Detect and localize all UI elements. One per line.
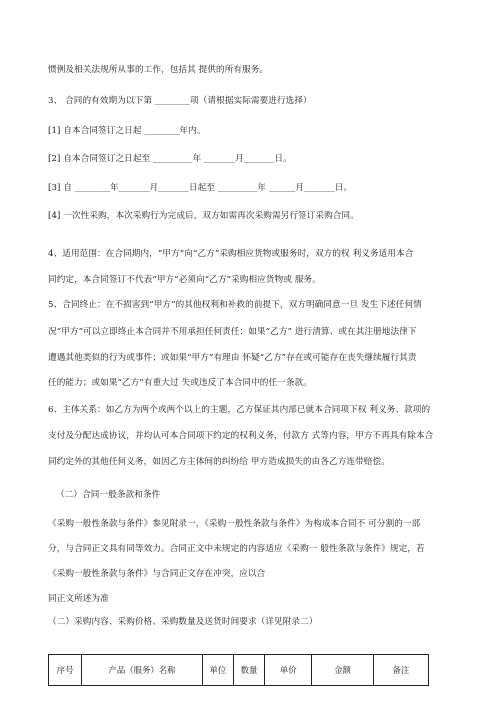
text-line: 支付及分配达成协议，并均认可本合同项下约定的权利义务，付款方 式等内容，甲方不再具有除本合 (48, 431, 434, 441)
col-header-amount: 金额 (312, 655, 373, 686)
text-line: 惯例及相关法规所从事的工作，包括其 提供的所有服务。 (48, 65, 269, 75)
col-header-price: 单价 (265, 655, 312, 686)
text-line: [2] 自本合同签订之日起至 _________年 _______月_______日。 (48, 154, 292, 164)
text-line: 5、合同终止：在不损害到“甲方”的其他权利和补救的前提下，双方明确同意一旦 发生下述任何情 (48, 300, 422, 310)
table-header-row (49, 655, 429, 686)
text-line: 任的能力；或如果“乙方”有重大过 失或违反了本合同中的任一条款。 (48, 378, 312, 388)
text-line: 分，与合同正文具有同等效力。合同正文中未规定的内容适应《采购一 般性条款与条件》规定，若 (48, 544, 425, 554)
text-line: 遭遇其他类似的行为或事件；或如果“甲方”有理由 怀疑“乙方”存在或可能存在丧失继续履行其责 (48, 353, 417, 363)
text-line: [1] 自本合同签订之日起 ________年内。 (48, 126, 206, 136)
col-header-remarks: 备注 (373, 655, 428, 686)
text-line: [4] 一次性采购，本次采购行为完成后，双方如需再次采购需另行签订采购合同。 (48, 211, 359, 221)
col-header-unit: 单位 (202, 655, 233, 686)
section-heading: （二）采购内容、采购价格、采购数量及送货时间要求（详见附录二） (48, 617, 318, 627)
text-line: 《采购一般性条款与条件》参见附录一，《采购一般性条款与条件》为构成本合同不 可分割的一部 (48, 519, 421, 529)
text-line: 况“甲方”可以立即终止本合同并不用承担任何责任：如果“乙方” 进行清算、或在其注册地法律下 (48, 327, 417, 337)
text-line: 同约定，本合同签订不代表“甲方”必须向“乙方”采购相应货物或 服务。 (48, 275, 321, 285)
text-line: 3、 合同的有效期为以下第 ________项（请根据实际需要进行选择） (48, 96, 312, 106)
text-line: 同约定外的其他任何义务，如因乙方主体间的纠纷给 甲方造成损失的由各乙方连带赔偿。 (48, 457, 390, 467)
col-header-quantity: 数量 (233, 655, 264, 686)
text-line: 6、主体关系：如乙方为两个或两个以上的主题，乙方保证其内部已就本合同项下权 利义务、款项的 (48, 405, 431, 415)
col-header-index: 序号 (49, 655, 82, 686)
text-line: 同正文所述为准 (48, 594, 109, 604)
section-heading: （二）合同一般条款和条件 (56, 490, 161, 500)
col-header-product: 产品（服务）名称 (82, 655, 203, 686)
text-line: [3] 自 ________年_______月_______日起至 _________年 ______月_______日。 (48, 183, 353, 193)
text-line: 《采购一般性条款与条件》与合同正文存在冲突，应以合 (48, 569, 266, 579)
items-table (48, 654, 429, 686)
text-line: 4、适用范围：在合同期内，“甲方”向“乙方”采购相应货物或服务时，双方的权 利义务适用本合 (48, 249, 414, 259)
